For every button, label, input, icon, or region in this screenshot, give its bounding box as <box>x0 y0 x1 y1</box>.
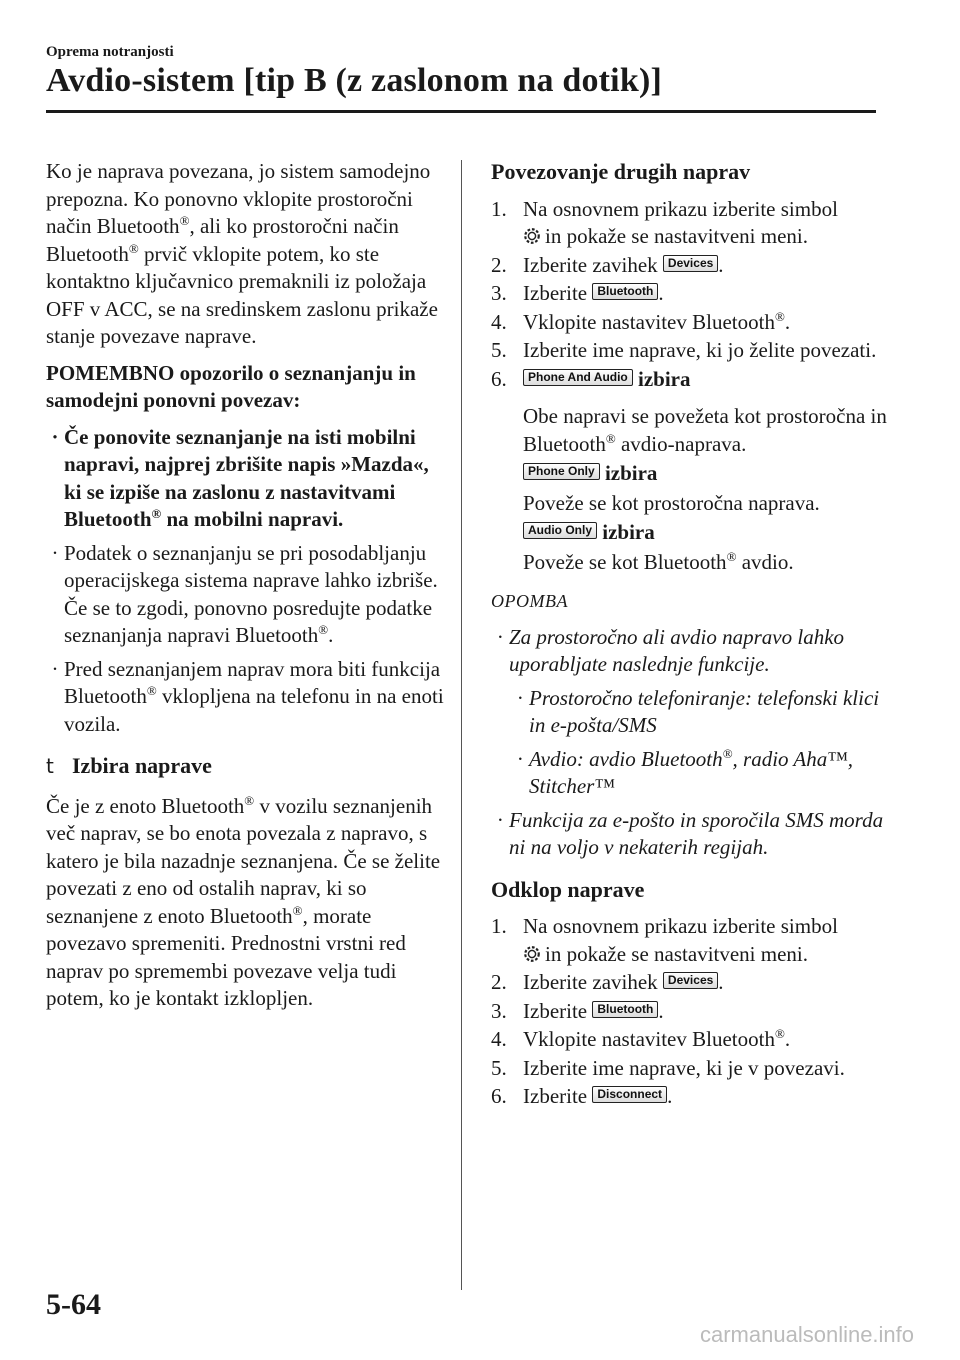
list-item: 6. Phone And Audio izbira <box>491 366 691 391</box>
registered-mark: ® <box>774 308 785 324</box>
phone-only-button: Phone Only <box>523 463 600 480</box>
important-heading: POMEMBNO opozorilo o seznanjanju in samodejni ponovni povezav: <box>46 360 416 412</box>
registered-mark: ® <box>146 683 157 698</box>
list-item: 1. Na osnovnem prikazu izberite simbol in pokaže se nastavitveni meni. <box>491 196 838 248</box>
bluetooth-button: Bluetooth <box>592 283 658 300</box>
bullet-icon: · <box>51 540 59 565</box>
phone-and-audio-button: Phone And Audio <box>523 369 633 386</box>
title-rule <box>46 110 876 113</box>
gear-icon <box>523 945 541 963</box>
right-column <box>491 158 891 1121</box>
disconnect-button: Disconnect <box>592 1086 667 1103</box>
list-item: · Funkcija za e-pošto in sporočila SMS morda ni na voljo v nekaterih regijah. <box>491 807 891 862</box>
page-title: Avdio-sistem [tip B (z zaslonom na dotik)] <box>46 62 662 99</box>
audio-only-button: Audio Only <box>523 522 597 539</box>
list-item: · Če ponovite seznanjanje na isti mobilni napravi, najprej zbrišite napis »Mazda«, ki se izpiše na zaslonu z nastavitvami Bluetooth® na mobilni napravi. <box>46 424 446 534</box>
bullet-icon: · <box>497 807 503 832</box>
column-divider <box>461 160 462 1290</box>
bluetooth-button: Bluetooth <box>592 1001 658 1018</box>
registered-mark: ® <box>292 902 303 918</box>
option-row: Phone Only izbira <box>523 460 891 488</box>
registered-mark: ® <box>318 622 329 637</box>
bullet-icon: · <box>497 624 503 649</box>
option-description: Poveže se kot Bluetooth® avdio. <box>523 548 794 574</box>
registered-mark: ® <box>151 506 162 521</box>
list-item: 3. Izberite Bluetooth . <box>491 998 664 1023</box>
list-item: · Pred seznanjanjem naprav mora biti funkcija Bluetooth® vklopljena na telefonu in na enoti vozila. <box>46 656 446 739</box>
left-column <box>46 158 446 1022</box>
list-item: 5. Izberite ime naprave, ki jo želite povezati. <box>491 338 877 362</box>
note-label: OPOMBA <box>491 591 568 611</box>
list-item: 1. Na osnovnem prikazu izberite simbol in pokaže se nastavitveni meni. <box>491 914 838 966</box>
devices-button: Devices <box>663 255 718 272</box>
list-item: · Prostoročno telefoniranje: telefonski klici in e-pošta/SMS <box>511 685 891 740</box>
registered-mark: ® <box>726 548 737 564</box>
registered-mark: ® <box>722 745 733 761</box>
list-item: 5. Izberite ime naprave, ki je v povezavi. <box>491 1055 845 1080</box>
list-item: · Za prostoročno ali avdio napravo lahko uporabljate naslednje funkcije. <box>491 624 891 679</box>
list-item: 2. Izberite zavihek Devices . <box>491 252 724 277</box>
bullet-icon: · <box>51 656 59 681</box>
section-heading: Izbira naprave <box>72 753 212 778</box>
option-description: Obe napravi se povežeta kot prostoročna in Bluetooth® avdio-naprava. <box>523 404 887 456</box>
bullet-icon: · <box>517 685 523 710</box>
list-item: · Podatek o seznanjanju se pri posodabljanju operacijskega sistema naprave lahko izbriše. Če se to zgodi, ponovno posredujte podatke seznanjanja napravi Bluetooth®. <box>46 540 446 650</box>
page-number: 5-64 <box>46 1288 101 1321</box>
list-item: 6. Izberite Disconnect . <box>491 1084 673 1108</box>
list-item: 3. Izberite Bluetooth . <box>491 281 664 305</box>
device-selection-paragraph: Če je z enoto Bluetooth® v vozilu seznanjenih več naprav, se bo enota povezala z napravo, s katero je bila nazadnje seznanjena. Če se želite povezati z eno od ostalih naprav, ki so seznanjene z enoto Bluetooth®, morate povezavo spremeniti. Prednostni vrstni red naprav po spremembi povezave velja tudi potem, ko je kontakt izklopljen. <box>46 792 441 1010</box>
list-item: 4. Vklopite nastavitev Bluetooth®. <box>491 1026 791 1051</box>
registered-mark: ® <box>179 213 190 228</box>
list-item: 2. Izberite zavihek Devices . <box>491 970 724 994</box>
disconnect-steps <box>491 913 891 1111</box>
devices-button: Devices <box>663 972 718 989</box>
watermark: carmanualsonline.info <box>700 1322 915 1347</box>
gear-icon <box>523 227 541 245</box>
intro-paragraph: Ko je naprava povezana, jo sistem samodejno prepozna. Ko ponovno vklopite prostoročni način Bluetooth®, ali ko prostoročni način Bluetooth® prvič vklopite potem, ko ste kontaktno ključavnico premaknili iz položaja OFF v ACC, se na sredinskem zaslonu prikaže stanje povezave naprave. <box>46 159 438 348</box>
section-marker-icon: t <box>46 754 54 778</box>
note-block <box>491 624 891 862</box>
section-heading-row <box>46 752 446 781</box>
bullet-icon: · <box>51 424 59 449</box>
list-item: · Avdio: avdio Bluetooth®, radio Aha™, Stitcher™ <box>511 746 891 801</box>
registered-mark: ® <box>774 1026 785 1041</box>
list-item: 4. Vklopite nastavitev Bluetooth®. <box>491 308 791 334</box>
connect-steps <box>491 196 891 394</box>
connection-options <box>523 403 891 576</box>
registered-mark: ® <box>605 430 616 446</box>
bullet-icon: · <box>517 746 523 771</box>
registered-mark: ® <box>128 240 139 256</box>
option-description: Poveže se kot prostoročna naprava. <box>523 490 820 515</box>
connect-heading: Povezovanje drugih naprav <box>491 159 751 184</box>
registered-mark: ® <box>244 792 255 808</box>
option-row: Audio Only izbira <box>523 519 891 547</box>
disconnect-heading: Odklop naprave <box>491 876 645 902</box>
section-label: Oprema notranjosti <box>46 44 174 60</box>
